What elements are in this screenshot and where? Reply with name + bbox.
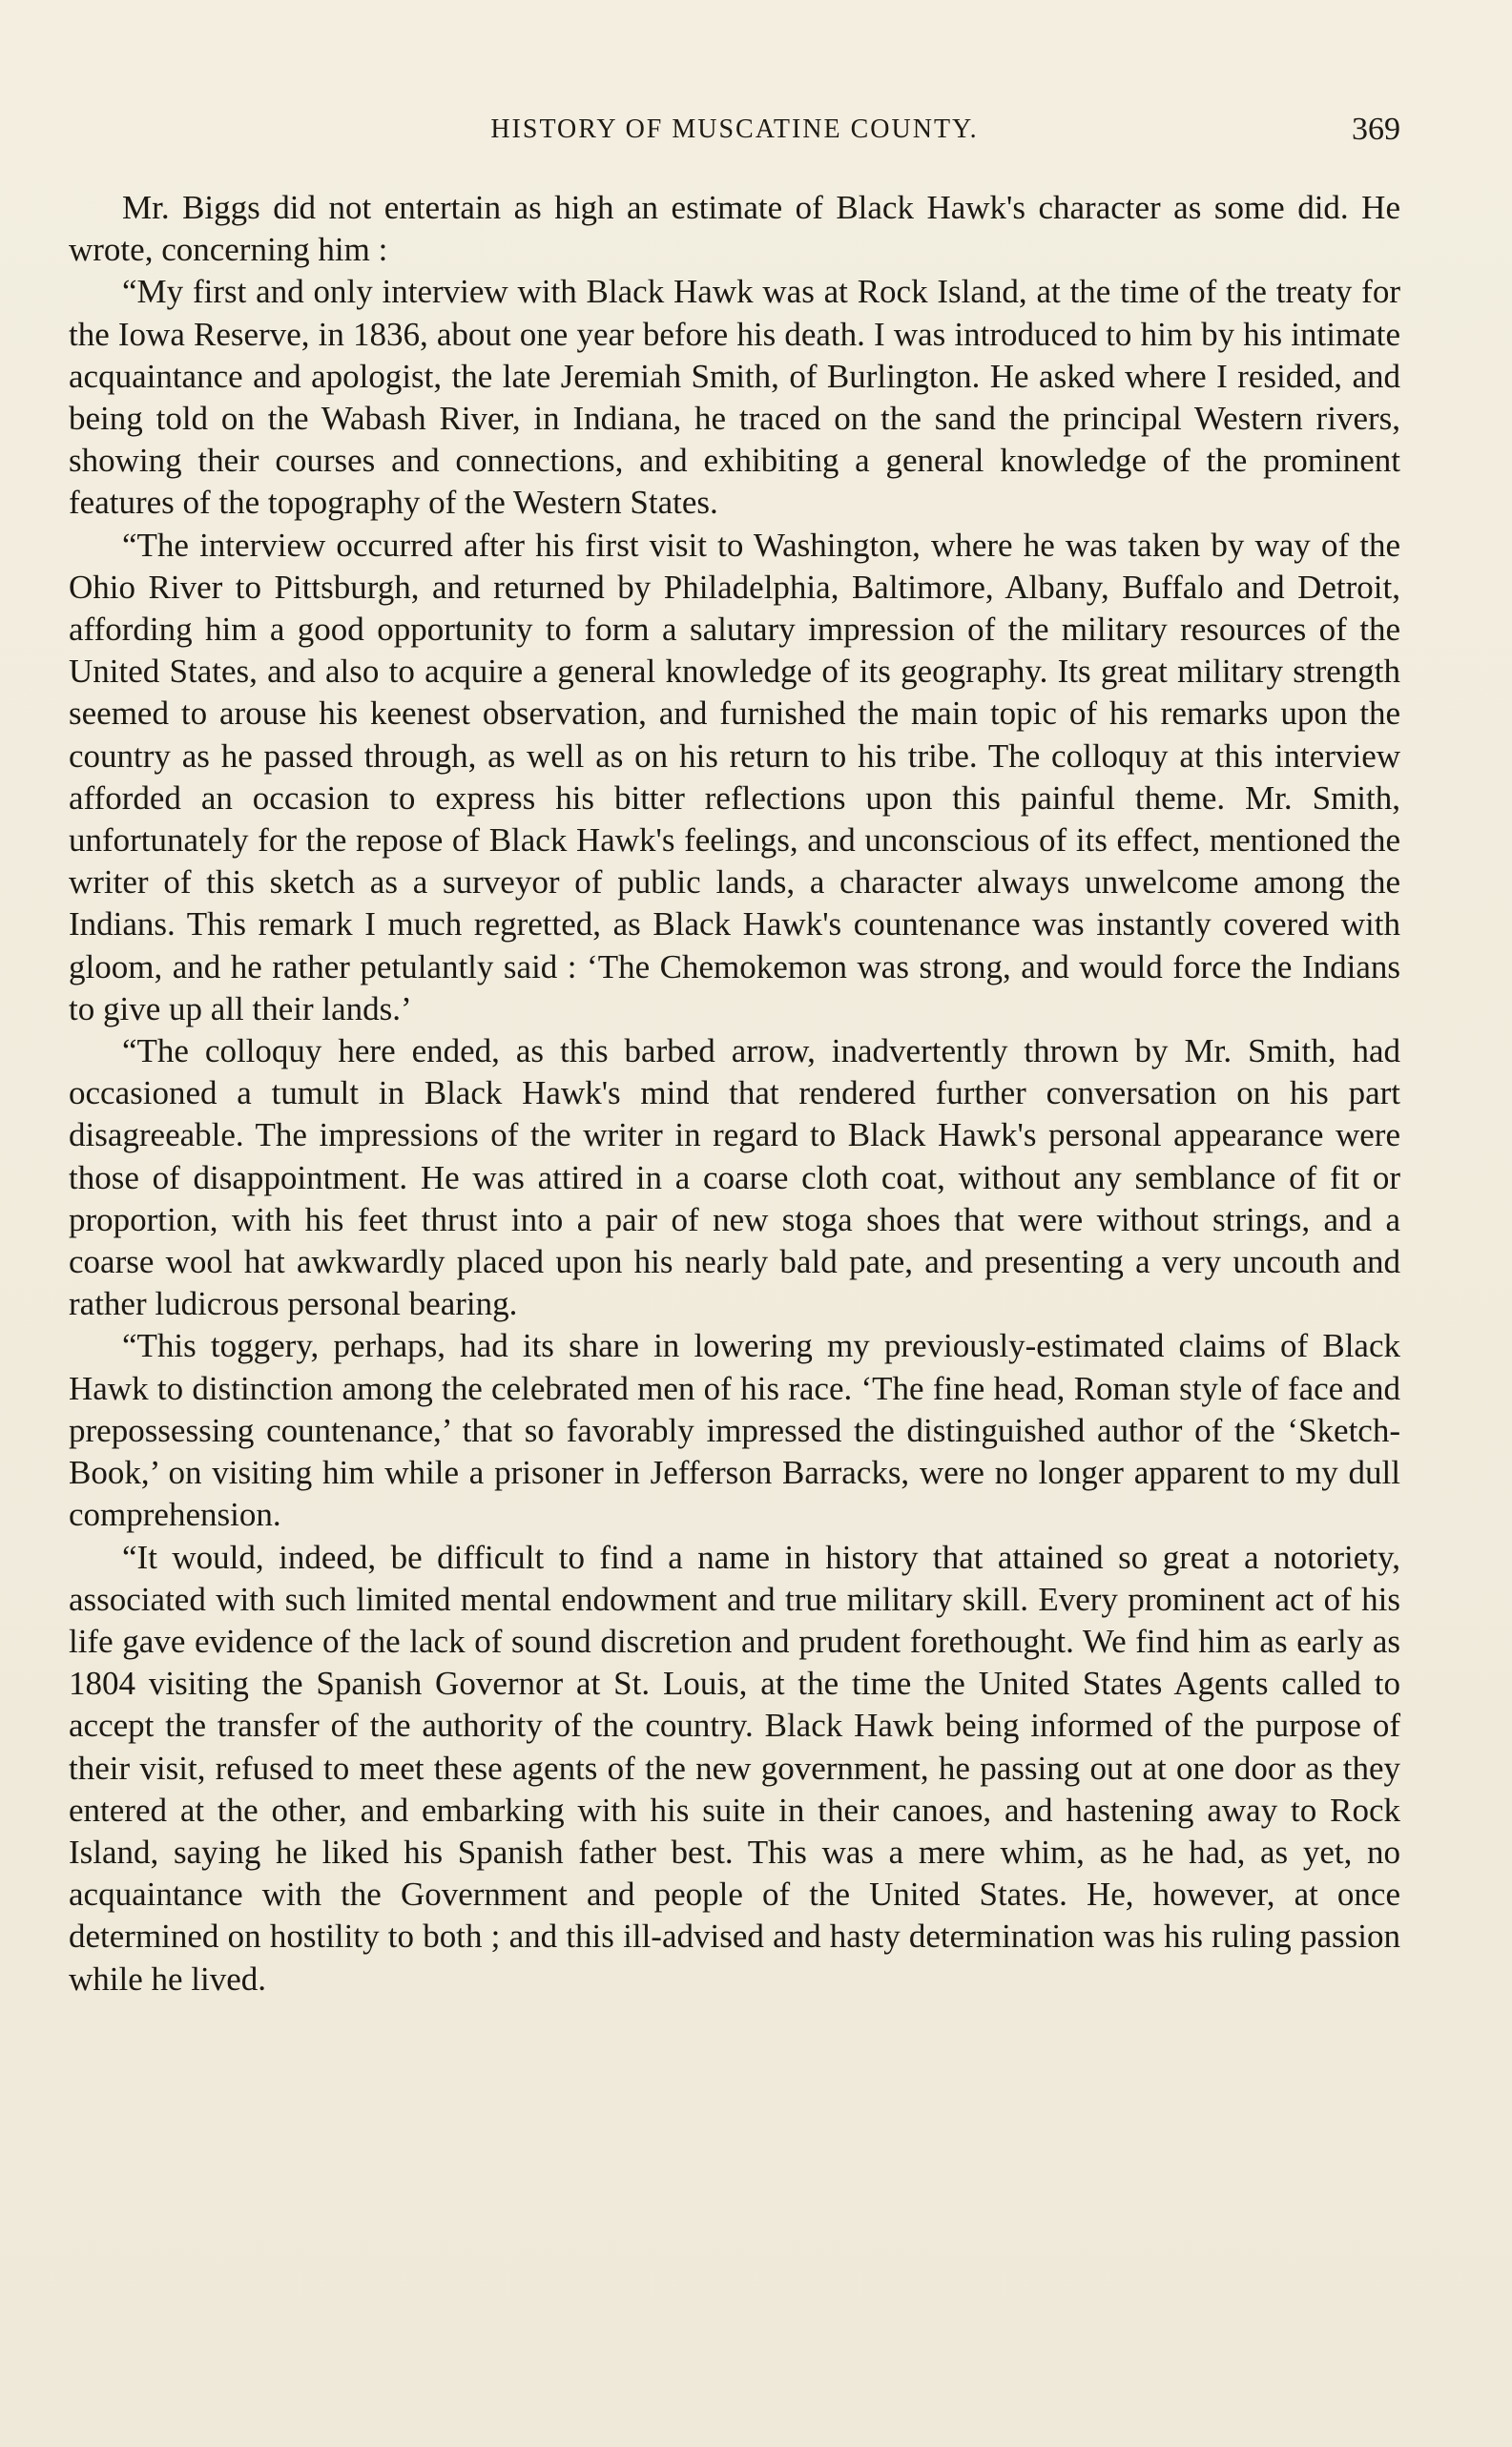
paragraph: Mr. Biggs did not entertain as high an estimate of Black Hawk's character as some did. He wrote, concerning him : (69, 189, 1400, 269)
paragraph: “The interview occurred after his first visit to Washington, where he was taken by way of the Ohio River to Pittsburgh, and returned by Philadelphia, Baltimore, Albany, Buffalo and Detroit, affording him a good opportunity to form a salutary impression of the military resources of the United States, and also to acquire a general knowledge of its geography. Its great military strength seemed to arouse his keenest observation, and furnished the main topic of his remarks upon the country as he passed through, as well as on his return to his tribe. The colloquy at this interview afforded an occasion to express his bitter reflections upon this painful theme. Mr. Smith, unfortunately for the repose of Black Hawk's feelings, and unconscious of its effect, mentioned the writer of this sketch as a surveyor of public lands, a character always unwelcome among the Indians. This remark I much regretted, as Black Hawk's countenance was instantly covered with gloom, and he rather petulantly said : ‘The Chemokemon was strong, and would force the Indians to give up all their lands.’ (69, 526, 1400, 1027)
page-number: 369 (1352, 112, 1400, 147)
paragraph: “It would, indeed, be difficult to find a name in history that attained so great a notoriety, associated with such limited mental endowment and true military skill. Every prominent act of his life gave evidence of the lack of sound discretion and prudent forethought. We find him as early as 1804 visiting the Spanish Governor at St. Louis, at the time the United States Agents called to accept the transfer of the authority of the country. Black Hawk being informed of the purpose of their visit, refused to meet these agents of the new government, he passing out at one door as they entered at the other, and embarking with his suite in their canoes, and hastening away to Rock Island, saying he liked his Spanish father best. This was a mere whim, as he had, as yet, no acquaintance with the Government and people of the United States. He, however, at once determined on hostility to both ; and this ill-advised and hasty determination was his ruling passion while he lived. (69, 1538, 1400, 1998)
paragraph: “My first and only interview with Black Hawk was at Rock Island, at the time of the treaty for the Iowa Reserve, in 1836, about one year before his death. I was introduced to him by his intimate acquaintance and apologist, the late Jeremiah Smith, of Burlington. He asked where I resided, and being told on the Wabash River, in Indiana, he traced on the sand the principal Western rivers, showing their courses and connections, and exhibiting a general knowledge of the prominent features of the topography of the Western States. (69, 273, 1400, 522)
running-title: HISTORY OF MUSCATINE COUNTY. (490, 114, 979, 144)
paragraph: “The colloquy here ended, as this barbed arrow, inadvertently thrown by Mr. Smith, had occasioned a tumult in Black Hawk's mind that rendered further conversation on his part disagreeable. The impressions of the writer in regard to Black Hawk's personal appearance were those of disappointment. He was attired in a coarse cloth coat, without any semblance of fit or proportion, with his feet thrust into a pair of new stoga shoes that were without strings, and a coarse wool hat awkwardly placed upon his nearly bald pate, and presenting a very uncouth and rather ludicrous personal bearing. (69, 1032, 1400, 1323)
body-text (69, 187, 1400, 2001)
running-head (69, 107, 1400, 153)
paragraph: “This toggery, perhaps, had its share in lowering my previously-estimated claims of Black Hawk to distinction among the celebrated men of his race. ‘The fine head, Roman style of face and prepossessing countenance,’ that so favorably impressed the distinguished author of the ‘Sketch-Book,’ on visiting him while a prisoner in Jefferson Barracks, were no longer apparent to my dull comprehension. (69, 1327, 1400, 1534)
